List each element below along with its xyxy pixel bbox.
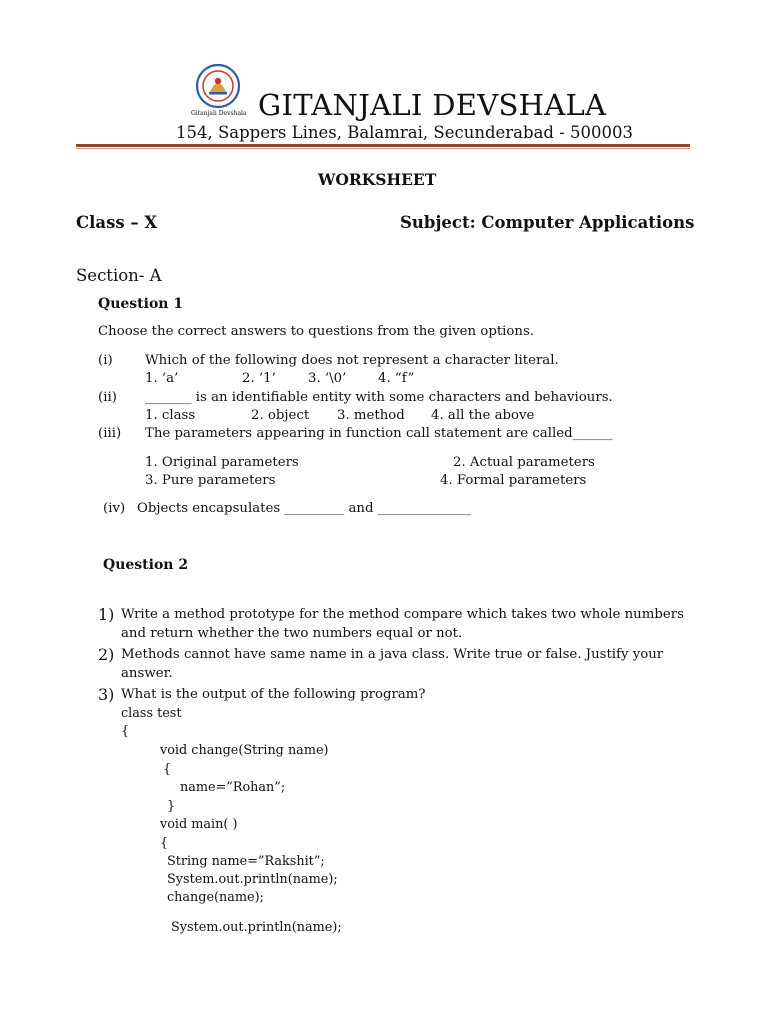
code-line: void change(String name) xyxy=(160,743,329,758)
code-line: { xyxy=(121,724,130,739)
q1-option: 1. ‘a’ xyxy=(145,371,179,386)
q1-option: 4. all the above xyxy=(431,408,535,423)
code-line: { xyxy=(163,762,172,777)
q2-item-text: What is the output of the following program? xyxy=(121,687,426,702)
subject-label: Subject: Computer Applications xyxy=(400,213,695,232)
header-divider xyxy=(76,144,690,147)
header-divider-shadow xyxy=(76,148,690,149)
code-line: System.out.println(name); xyxy=(167,872,338,887)
question2-heading: Question 2 xyxy=(103,557,189,573)
worksheet-title: WORKSHEET xyxy=(318,170,437,189)
q1-option: 1. class xyxy=(145,408,196,423)
q1-item-text: Objects encapsulates _________ and ______________ xyxy=(137,501,471,516)
q1-item-number: (i) xyxy=(98,353,113,368)
q2-item-text: and return whether the two numbers equal or not. xyxy=(121,626,463,641)
logo-caption: Gitanjali Devshala xyxy=(191,110,247,117)
q1-option: 1. Original parameters xyxy=(145,455,299,470)
q1-item-number: (iv) xyxy=(103,501,126,516)
q1-option: 2. ‘1’ xyxy=(242,371,276,386)
code-line: } xyxy=(167,799,176,814)
code-line: name=”Rohan”; xyxy=(180,780,286,795)
q1-option: 2. object xyxy=(251,408,310,423)
code-line: { xyxy=(160,836,169,851)
code-line: change(name); xyxy=(167,890,264,905)
school-name: GITANJALI DEVSHALA xyxy=(258,88,607,122)
q1-option: 3. ‘\0’ xyxy=(308,371,347,386)
q1-item-number: (iii) xyxy=(98,426,122,441)
q2-item-text: Write a method prototype for the method compare which takes two whole numbers xyxy=(121,607,684,622)
q1-item-text: Which of the following does not represent a character literal. xyxy=(145,353,559,368)
code-line: class test xyxy=(121,706,182,721)
q1-item-text: _______ is an identifiable entity with some characters and behaviours. xyxy=(145,390,613,405)
question1-heading: Question 1 xyxy=(98,296,184,312)
q2-item-number: 3) xyxy=(98,685,115,704)
code-line: String name=”Rakshit”; xyxy=(167,854,325,869)
q2-item-number: 1) xyxy=(98,605,115,624)
q1-option: 3. method xyxy=(337,408,405,423)
q2-item-text: answer. xyxy=(121,666,173,681)
q1-item-number: (ii) xyxy=(98,390,117,405)
q1-option: 4. Formal parameters xyxy=(440,473,587,488)
q2-item-number: 2) xyxy=(98,645,115,664)
q1-item-text: The parameters appearing in function call statement are called______ xyxy=(145,426,613,441)
class-label: Class – X xyxy=(76,213,158,232)
code-line: System.out.println(name); xyxy=(171,920,342,935)
q1-option: 2. Actual parameters xyxy=(453,455,595,470)
q2-item-text: Methods cannot have same name in a java class. Write true or false. Justify your xyxy=(121,647,664,662)
question1-instruction: Choose the correct answers to questions from the given options. xyxy=(98,324,535,339)
q1-option: 3. Pure parameters xyxy=(145,473,276,488)
q1-option: 4. “f” xyxy=(378,371,415,386)
section-label: Section- A xyxy=(76,266,162,285)
code-line: void main( ) xyxy=(160,817,238,832)
school-address: 154, Sappers Lines, Balamrai, Secunderabad - 500003 xyxy=(176,123,634,142)
